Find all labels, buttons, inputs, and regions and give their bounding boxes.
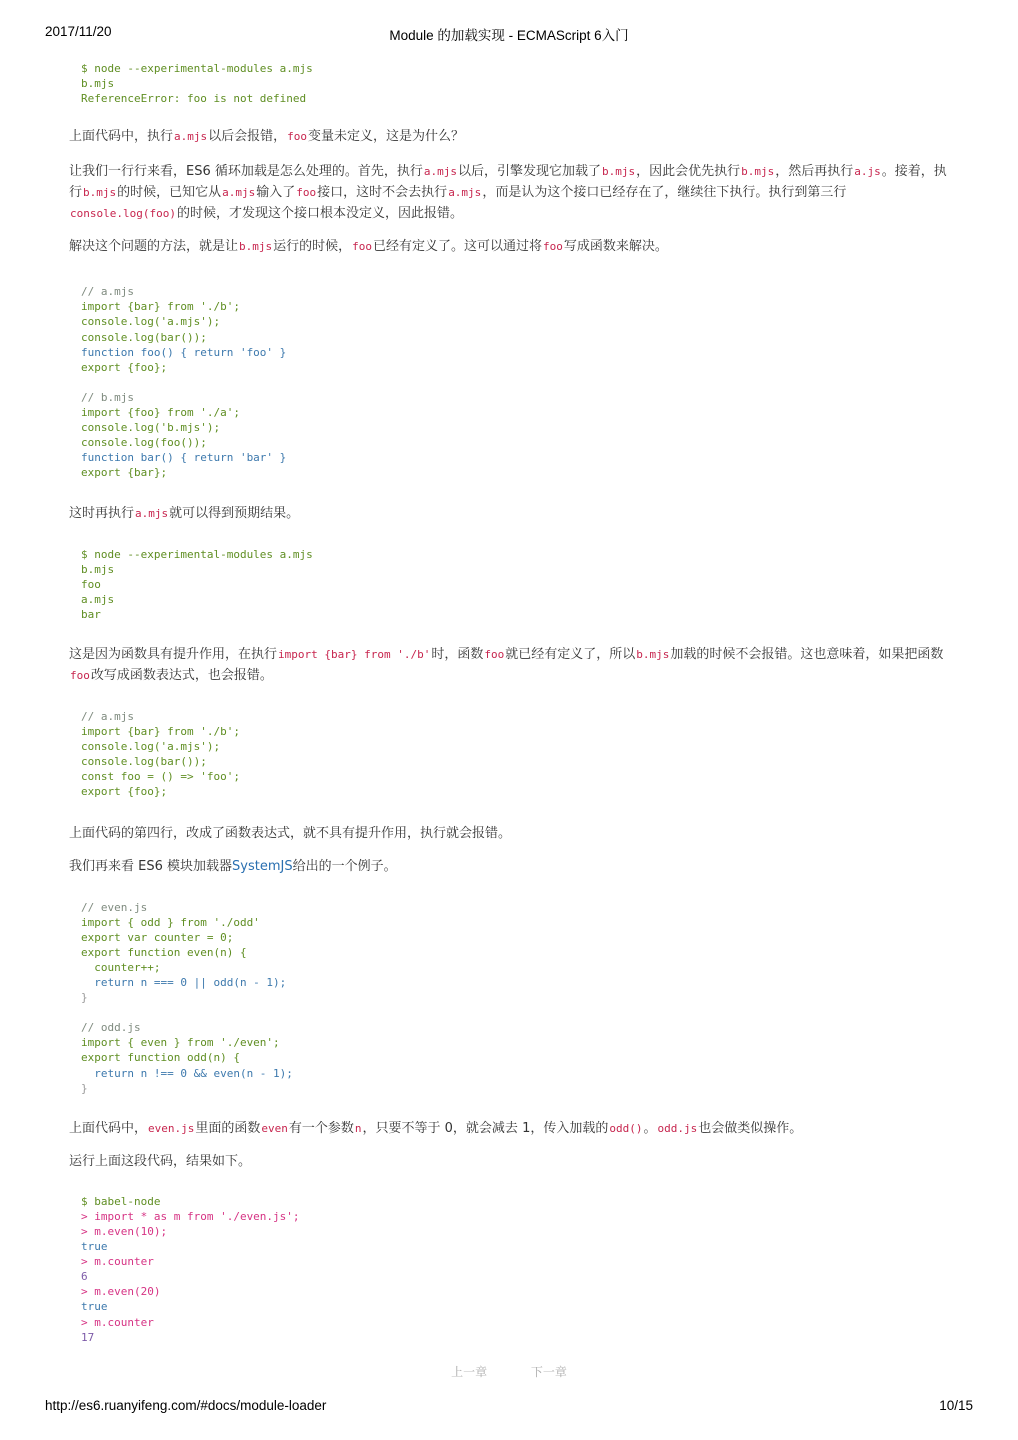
paragraph: 这时再执行a.mjs就可以得到预期结果。 bbox=[69, 505, 300, 521]
print-url: http://es6.ruanyifeng.com/#docs/module-loader bbox=[45, 1398, 327, 1413]
code-block-expected-output: $ node --experimental-modules a.mjs b.mjs foo a.mjs bar bbox=[81, 547, 313, 621]
code-line: b.mjs bbox=[81, 77, 115, 91]
paragraph: 解决这个问题的方法，就是让b.mjs运行的时候，foo已经有定义了。这可以通过将foo写成函数来解决。 bbox=[69, 239, 668, 255]
print-title: Module 的加载实现 - ECMAScript 6入门 bbox=[389, 28, 629, 43]
next-chapter-link[interactable]: 下一章 bbox=[530, 1365, 567, 1379]
print-date: 2017/11/20 bbox=[45, 24, 112, 39]
prev-chapter-link[interactable]: 上一章 bbox=[451, 1365, 488, 1379]
paragraph: 上面代码的第四行，改成了函数表达式，就不具有提升作用，执行就会报错。 bbox=[69, 825, 512, 841]
code-line: $ node --experimental-modules a.mjs bbox=[81, 62, 313, 75]
code-block-babel-output: $ babel-node > import * as m from './even.js'; > m.even(10); true > m.counter 6 > m.even(20) true > m.counter 17 bbox=[81, 1194, 300, 1344]
paragraph: 让我们一行行来看，ES6 循环加载是怎么处理的。首先，执行a.mjs以后，引擎发现它加载了b.mjs，因此会优先执行b.mjs，然后再执行a.js。接着，执行b.mjs的时候，已知它从a.mjs输入了foo接口，这时不会去执行a.mjs，而是认为这个接口已经存在了，继续往下执行。执行到第三行console.log(foo)的时候，才发现这个接口根本没定义，因此报错。 bbox=[69, 164, 947, 222]
paragraph: 上面代码中，even.js里面的函数even有一个参数n，只要不等于 0，就会减去 1，传入加载的odd()。odd.js也会做类似操作。 bbox=[69, 1120, 803, 1136]
article-content bbox=[69, 58, 949, 1345]
paragraph: 这是因为函数具有提升作用，在执行import {bar} from './b'时，函数foo就已经有定义了，所以b.mjs加载的时候不会报错。这也意味着，如果把函数foo改写成函数表达式，也会报错。 bbox=[69, 646, 944, 683]
paragraph: 运行上面这段代码，结果如下。 bbox=[69, 1153, 252, 1169]
paragraph: 我们再来看 ES6 模块加载器SystemJS给出的一个例子。 bbox=[69, 858, 397, 874]
code-line: ReferenceError: foo is not defined bbox=[81, 92, 307, 106]
code-block-even-odd: // even.js import { odd } from './odd' export var counter = 0; export function even(n) { counter++; return n === 0 || odd(n - 1); } // odd.js import { even } from './even'; export function odd(n) { return n !== 0 && even(n - 1); } bbox=[81, 900, 293, 1095]
systemjs-link[interactable]: SystemJS bbox=[232, 858, 293, 874]
code-block-error-output bbox=[69, 61, 949, 106]
print-page-number: 10/15 bbox=[939, 1398, 973, 1413]
code-block-hoisted-fix: // a.mjs import {bar} from './b'; console.log('a.mjs'); console.log(bar()); function foo() { return 'foo' } export {foo}; // b.mjs import {foo} from './a'; console.log('b.mjs'); console.log(foo()); function bar() { return 'bar' } export {bar}; bbox=[81, 285, 287, 480]
paragraph: 上面代码中，执行a.mjs以后会报错，foo变量未定义，这是为什么？ bbox=[69, 129, 465, 145]
chapter-pager bbox=[0, 1363, 1018, 1380]
code-block-function-expression: // a.mjs import {bar} from './b'; console.log('a.mjs'); console.log(bar()); const foo = () => 'foo'; export {foo}; bbox=[81, 709, 240, 799]
